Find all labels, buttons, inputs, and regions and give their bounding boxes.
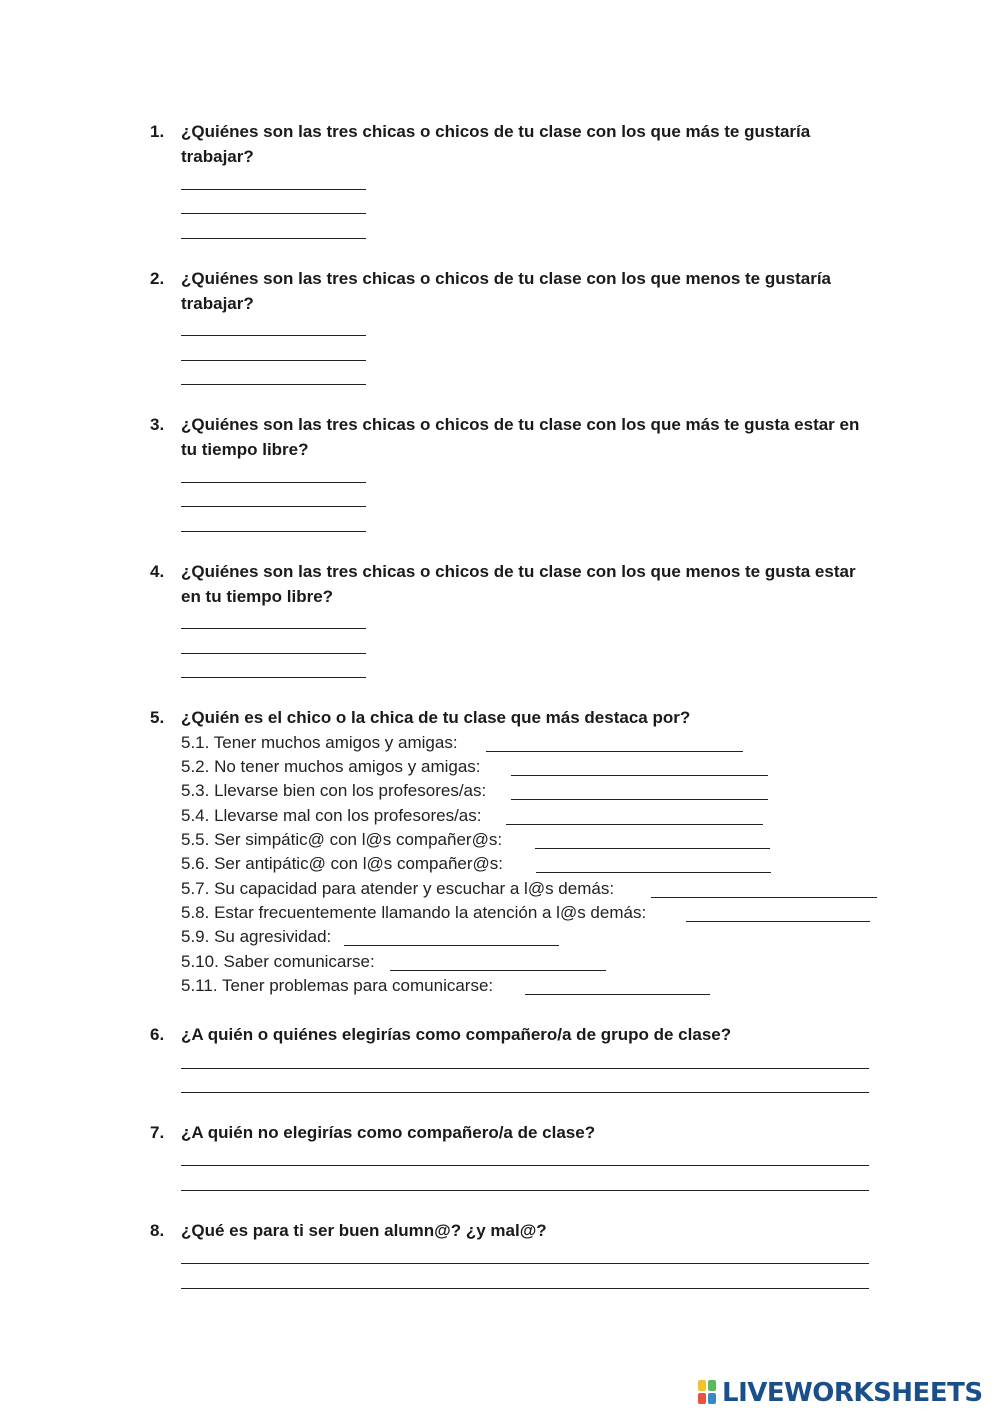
answer-line[interactable] (511, 775, 768, 776)
question-number: 8. (150, 1221, 165, 1240)
question-1 (150, 120, 880, 169)
answer-line[interactable] (181, 189, 366, 190)
question-text: ¿Quiénes son las tres chicas o chicos de tu clase con los que menos te gustaría trabajar? (181, 269, 831, 313)
answer-line[interactable] (181, 531, 366, 532)
subitem-5-10: 5.10. Saber comunicarse: (181, 952, 375, 971)
subitem-5-11: 5.11. Tener problemas para comunicarse: (181, 976, 494, 995)
answer-line[interactable] (181, 628, 366, 629)
answer-line[interactable] (181, 360, 366, 361)
logo-square (708, 1380, 716, 1391)
answer-line[interactable] (181, 506, 366, 507)
answer-line[interactable] (181, 1092, 869, 1093)
answer-line[interactable] (344, 945, 559, 946)
logo-square (708, 1393, 716, 1404)
logo-square (698, 1380, 706, 1391)
answer-line[interactable] (651, 897, 877, 898)
answer-line[interactable] (686, 921, 870, 922)
answer-line[interactable] (181, 213, 366, 214)
question-text: ¿Quién es el chico o la chica de tu clase que más destaca por? (181, 708, 691, 727)
liveworksheets-logo[interactable] (698, 1378, 983, 1408)
subitem-5-3: 5.3. Llevarse bien con los profesores/as: (181, 781, 487, 800)
answer-line[interactable] (181, 482, 366, 483)
answer-line[interactable] (181, 1263, 869, 1264)
subitem-5-8: 5.8. Estar frecuentemente llamando la atención a l@s demás: (181, 903, 647, 922)
question-2 (150, 267, 880, 316)
answer-line[interactable] (511, 799, 768, 800)
question-number: 1. (150, 122, 165, 141)
question-8 (150, 1219, 880, 1244)
question-4 (150, 560, 880, 609)
subitem-5-5: 5.5. Ser simpátic@ con l@s compañer@s: (181, 830, 503, 849)
question-number: 4. (150, 562, 165, 581)
question-number: 7. (150, 1123, 165, 1142)
logo-text: LIVEWORKSHEETS (722, 1378, 983, 1408)
question-text: ¿Quiénes son las tres chicas o chicos de tu clase con los que más te gusta estar en tu tiempo libre? (181, 415, 860, 459)
question-text: ¿A quién no elegirías como compañero/a de clase? (181, 1123, 596, 1142)
answer-line[interactable] (181, 1190, 869, 1191)
question-number: 2. (150, 269, 165, 288)
answer-line[interactable] (181, 653, 366, 654)
answer-line[interactable] (506, 824, 763, 825)
answer-line[interactable] (535, 848, 770, 849)
question-text: ¿Qué es para ti ser buen alumn@? ¿y mal@? (181, 1221, 547, 1240)
answer-line[interactable] (181, 335, 366, 336)
question-number: 5. (150, 708, 165, 727)
question-3 (150, 413, 880, 462)
subitem-5-7: 5.7. Su capacidad para atender y escuchar a l@s demás: (181, 879, 615, 898)
subitem-5-2: 5.2. No tener muchos amigos y amigas: (181, 757, 481, 776)
logo-square (698, 1393, 706, 1404)
answer-line[interactable] (181, 1068, 869, 1069)
question-number: 3. (150, 415, 165, 434)
subitem-5-1: 5.1. Tener muchos amigos y amigas: (181, 733, 458, 752)
answer-line[interactable] (181, 1165, 869, 1166)
answer-line[interactable] (181, 238, 366, 239)
answer-line[interactable] (390, 970, 606, 971)
answer-line[interactable] (486, 751, 743, 752)
logo-icon (698, 1380, 718, 1406)
question-text: ¿Quiénes son las tres chicas o chicos de tu clase con los que menos te gusta estar en tu tiempo libre? (181, 562, 856, 606)
answer-line[interactable] (181, 384, 366, 385)
question-text: ¿Quiénes son las tres chicas o chicos de tu clase con los que más te gustaría trabajar? (181, 122, 811, 166)
question-7 (150, 1121, 880, 1146)
subitem-5-6: 5.6. Ser antipátic@ con l@s compañer@s: (181, 854, 504, 873)
question-number: 6. (150, 1025, 165, 1044)
answer-line[interactable] (181, 1288, 869, 1289)
answer-line[interactable] (536, 872, 771, 873)
subitem-5-4: 5.4. Llevarse mal con los profesores/as: (181, 806, 482, 825)
question-5 (150, 706, 880, 731)
answer-line[interactable] (525, 994, 710, 995)
question-text: ¿A quién o quiénes elegirías como compañero/a de grupo de clase? (181, 1025, 732, 1044)
subitem-5-9: 5.9. Su agresividad: (181, 927, 332, 946)
answer-line[interactable] (181, 677, 366, 678)
question-6 (150, 1023, 880, 1048)
